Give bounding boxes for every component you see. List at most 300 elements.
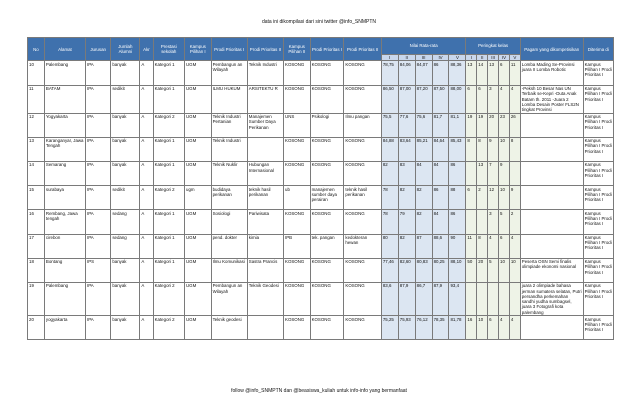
cell-jumlah-alumni: banyak (111, 162, 140, 186)
cell-nilai: 77,46 (381, 258, 398, 282)
cell-peringkat: 4 (499, 316, 510, 340)
cell-peringkat: 4 (509, 85, 520, 113)
table-row (28, 61, 614, 85)
cell-peringkat: 19 (477, 113, 488, 137)
cell-jurusan: IPA (85, 85, 110, 113)
cell-peringkat: 26 (509, 113, 520, 137)
cell-akr: A (140, 186, 153, 210)
cell-prodi-prioritas-2: Manajemen Sumber Daya Perikanan (247, 113, 283, 137)
cell-prodi-prioritas-2b: KOSONG (344, 137, 381, 161)
cell-prestasi: Kategori 2 (153, 186, 184, 210)
cell-nilai: 75,93 (398, 316, 415, 340)
cell-akr: A (140, 258, 153, 282)
peringkat-sub-3: III (488, 54, 499, 61)
header-note: data ini dikompilasi dari sini twitter @info_SNMPTN (261, 19, 376, 25)
cell-nilai: 78,35 (432, 316, 449, 340)
col-kampus-pilihan-1: Kampus Pilihan I (185, 38, 212, 61)
nilai-sub-1: I (381, 54, 398, 61)
cell-jurusan: IPS (85, 258, 110, 282)
cell-peringkat (466, 162, 477, 186)
cell-peringkat: 8 (477, 234, 488, 258)
cell-prodi-prioritas-2: Teknik Industri (247, 61, 283, 85)
cell-prodi-prioritas-2: ARSITEKTU R (247, 85, 283, 113)
cell-diterima: Kampus Pilihan I Prodi Prioritas I (583, 258, 613, 282)
cell-nilai: 87,9 (432, 282, 449, 315)
cell-prodi-prioritas-2b: KOSONG (344, 258, 381, 282)
cell-peringkat (509, 162, 520, 186)
cell-no: 18 (28, 258, 45, 282)
col-prodi-prioritas-1: Prodi Prioritas I (211, 38, 247, 61)
cell-alamat: cirebon (44, 234, 85, 258)
table-row (28, 113, 614, 137)
cell-alamat: Bontang (44, 258, 85, 282)
cell-peringkat: 4 (509, 316, 520, 340)
cell-prodi-prioritas-1: Pembangun an Wilayah (211, 282, 247, 315)
cell-nilai: 86,7 (415, 282, 432, 315)
cell-pagam (520, 316, 583, 340)
cell-prodi-prioritas-1b: KOSONG (310, 282, 344, 315)
cell-nilai: 88,10 (449, 258, 466, 282)
cell-no: 19 (28, 282, 45, 315)
table-row (28, 258, 614, 282)
cell-kampus-pilihan-2: KOSONG (284, 316, 311, 340)
cell-kampus-pilihan-2: KOSONG (284, 258, 311, 282)
nilai-sub-4: IV (432, 54, 449, 61)
cell-prodi-prioritas-1: Pembangun an Wilayah (211, 61, 247, 85)
cell-kampus-pilihan-2: KOSONG (284, 162, 311, 186)
cell-jumlah-alumni: banyak (111, 282, 140, 315)
cell-nilai: 75,6 (415, 113, 432, 137)
cell-no: 10 (28, 61, 45, 85)
cell-peringkat: 19 (466, 113, 477, 137)
cell-jumlah-alumni: sedang (111, 210, 140, 234)
cell-prestasi: Kategori 2 (153, 316, 184, 340)
cell-kampus-pilihan-2: ub (284, 186, 311, 210)
cell-kampus-pilihan-1: UGM (185, 234, 212, 258)
cell-diterima: Kampus Pilihan I Prodi Prioritas I (583, 162, 613, 186)
cell-akr: A (140, 137, 153, 161)
cell-kampus-pilihan-1: UGM (185, 210, 212, 234)
cell-kampus-pilihan-1: UGM (185, 61, 212, 85)
cell-peringkat: 14 (477, 61, 488, 85)
cell-peringkat: 4 (499, 85, 510, 113)
cell-no: 16 (28, 210, 45, 234)
cell-jumlah-alumni: banyak (111, 258, 140, 282)
cell-peringkat: 20 (488, 113, 499, 137)
cell-prodi-prioritas-1: Ilmu Komunikasi (211, 258, 247, 282)
cell-nilai: 82,60 (398, 258, 415, 282)
cell-peringkat: 6 (499, 234, 510, 258)
cell-jurusan: IPA (85, 113, 110, 137)
cell-alamat: Semarang (44, 162, 85, 186)
col-prestasi: Prestasi sekolah (153, 38, 184, 61)
cell-kampus-pilihan-2: KOSONG (284, 137, 311, 161)
cell-peringkat: 11 (509, 61, 520, 85)
nilai-sub-2: II (398, 54, 415, 61)
cell-kampus-pilihan-1: ugm (185, 186, 212, 210)
cell-peringkat: 4 (509, 234, 520, 258)
cell-alamat: Rembang, Jawa tengah (44, 210, 85, 234)
cell-nilai: 87 (415, 234, 432, 258)
cell-prodi-prioritas-1: pend. dokter (211, 234, 247, 258)
cell-nilai: 87,20 (415, 85, 432, 113)
cell-no: 14 (28, 162, 45, 186)
cell-alamat: yogyakarta (44, 316, 85, 340)
cell-kampus-pilihan-1: UGM (185, 137, 212, 161)
cell-nilai: 84,64 (432, 137, 449, 161)
cell-nilai: 86 (432, 186, 449, 210)
cell-kampus-pilihan-2: IPB (284, 234, 311, 258)
cell-nilai: 93,4 (449, 282, 466, 315)
cell-prodi-prioritas-2: Hubungan Internasional (247, 162, 283, 186)
cell-peringkat: 12 (488, 186, 499, 210)
cell-akr: A (140, 85, 153, 113)
cell-nilai: 75,5 (381, 113, 398, 137)
cell-nilai: 85,43 (449, 137, 466, 161)
cell-diterima: Kampus Pilihan I Prodi Prioritas I (583, 61, 613, 85)
cell-kampus-pilihan-1: UGM (185, 282, 212, 315)
cell-nilai: 87,9 (398, 282, 415, 315)
cell-jurusan: IPA (85, 162, 110, 186)
cell-nilai: 83,6 (381, 282, 398, 315)
cell-prodi-prioritas-2b: KOSONG (344, 162, 381, 186)
cell-jumlah-alumni: banyak (111, 316, 140, 340)
cell-nilai: 87,00 (398, 85, 415, 113)
cell-peringkat: 10 (499, 258, 510, 282)
cell-nilai: 87,50 (432, 85, 449, 113)
cell-nilai: 80 (381, 234, 398, 258)
cell-nilai: 82 (381, 162, 398, 186)
cell-prodi-prioritas-1b: KOSONG (310, 210, 344, 234)
cell-nilai: 81,1 (449, 113, 466, 137)
cell-prestasi: Kategori 1 (153, 162, 184, 186)
cell-nilai: 83 (398, 162, 415, 186)
cell-peringkat: 9 (509, 186, 520, 210)
cell-peringkat: 10 (477, 316, 488, 340)
cell-peringkat (488, 282, 499, 315)
cell-peringkat: 3 (488, 85, 499, 113)
cell-no: 15 (28, 186, 45, 210)
cell-prodi-prioritas-1: Teknik Industri Pertanian (211, 113, 247, 137)
cell-akr: A (140, 210, 153, 234)
cell-nilai: 84,88 (381, 137, 398, 161)
cell-pagam (520, 162, 583, 186)
cell-no: 11 (28, 85, 45, 113)
col-prodi-prioritas-1b: Prodi Prioritas I (310, 38, 344, 61)
cell-prodi-prioritas-2 (247, 316, 283, 340)
cell-jumlah-alumni: banyak (111, 113, 140, 137)
cell-nilai: 84,07 (415, 61, 432, 85)
cell-jurusan: IPA (85, 316, 110, 340)
cell-prodi-prioritas-2: teknik hasil perikanan (247, 186, 283, 210)
cell-prestasi: Kategori 2 (153, 113, 184, 137)
cell-pagam (520, 137, 583, 161)
table-row (28, 85, 614, 113)
cell-prodi-prioritas-1: Sosiologi (211, 210, 247, 234)
cell-prodi-prioritas-1: Teknik Industri (211, 137, 247, 161)
cell-peringkat: 13 (488, 61, 499, 85)
table-row (28, 137, 614, 161)
cell-nilai: 82 (415, 186, 432, 210)
cell-nilai: 81,7 (432, 113, 449, 137)
cell-jumlah-alumni: banyak (111, 137, 140, 161)
cell-peringkat: 16 (466, 316, 477, 340)
cell-prodi-prioritas-1b: manajemen sumber daya perairan (310, 186, 344, 210)
cell-alamat: Palembang (44, 282, 85, 315)
cell-prodi-prioritas-1b: KOSONG (310, 162, 344, 186)
cell-akr: A (140, 316, 153, 340)
cell-kampus-pilihan-2: UNS (284, 113, 311, 137)
cell-nilai: 86 (432, 61, 449, 85)
cell-peringkat: 5 (499, 210, 510, 234)
cell-pagam: juara 2 olimpiade bahasa jerman sumatera selatan, Putri persandha perkemahan sandhi yudha sumbagsel, juara 3 Fotografi kota palembang (521, 283, 582, 315)
table-row (28, 210, 614, 234)
cell-prodi-prioritas-1b: KOSONG (310, 137, 344, 161)
table-row (28, 234, 614, 258)
cell-nilai: 79 (398, 210, 415, 234)
peringkat-sub-5: V (509, 54, 520, 61)
cell-no: 13 (28, 137, 45, 161)
col-peringkat-kelas: Peringkat kelas (466, 38, 520, 55)
cell-peringkat: 10 (509, 258, 520, 282)
cell-kampus-pilihan-2: KOSONG (284, 61, 311, 85)
table-row (28, 282, 614, 315)
cell-jumlah-alumni: sedikit (111, 186, 140, 210)
cell-peringkat: 7 (488, 162, 499, 186)
cell-prodi-prioritas-1: ILMU HUKUM (211, 85, 247, 113)
cell-peringkat: 13 (477, 162, 488, 186)
cell-no: 20 (28, 316, 45, 340)
cell-prodi-prioritas-1: Teknik Nuklir (211, 162, 247, 186)
col-alamat: Alamat (44, 38, 85, 61)
cell-pagam (520, 210, 583, 234)
cell-prodi-prioritas-2b: KOSONG (344, 61, 381, 85)
cell-akr: A (140, 162, 153, 186)
cell-nilai: 80,25 (432, 258, 449, 282)
cell-nilai: 88,00 (449, 85, 466, 113)
cell-jurusan: IPA (85, 234, 110, 258)
cell-diterima: Kampus Pilihan I Prodi Prioritas I (583, 85, 613, 113)
nilai-sub-3: III (415, 54, 432, 61)
cell-peringkat: 50 (466, 258, 477, 282)
cell-akr: A (140, 113, 153, 137)
cell-diterima: Kampus Pilihan I Prodi Prioritas I (583, 113, 613, 137)
cell-prodi-prioritas-1b: tek. pangan (310, 234, 344, 258)
cell-prestasi: Kategori 1 (153, 210, 184, 234)
cell-nilai: 84 (432, 210, 449, 234)
cell-akr: A (140, 61, 153, 85)
cell-nilai: 84 (415, 162, 432, 186)
cell-peringkat: 6 (466, 186, 477, 210)
cell-prodi-prioritas-2: kimia (247, 234, 283, 258)
cell-nilai: 82 (398, 186, 415, 210)
cell-nilai: 82 (398, 234, 415, 258)
col-no: No (28, 38, 45, 61)
nilai-sub-5: V (449, 54, 466, 61)
cell-nilai: 78,75 (381, 61, 398, 85)
cell-kampus-pilihan-1: UGM (185, 316, 212, 340)
cell-prodi-prioritas-1b: KOSONG (310, 61, 344, 85)
cell-peringkat: 8 (466, 137, 477, 161)
cell-alamat: Karanganyar, Jawa Tengah (44, 137, 85, 161)
cell-nilai: 84,06 (398, 61, 415, 85)
cell-prodi-prioritas-2b: KOSONG (344, 282, 381, 315)
col-prodi-prioritas-2: Prodi Prioritas II (247, 38, 283, 61)
cell-peringkat (477, 210, 488, 234)
cell-nilai: 88,6 (432, 234, 449, 258)
cell-prodi-prioritas-1b: KOSONG (310, 316, 344, 340)
cell-peringkat (499, 282, 510, 315)
table-row (28, 316, 614, 340)
cell-akr: A (140, 234, 153, 258)
cell-peringkat: 9 (488, 137, 499, 161)
cell-prestasi: Kategori 2 (153, 282, 184, 315)
cell-nilai: 80,83 (415, 258, 432, 282)
cell-kampus-pilihan-1: UGM (185, 113, 212, 137)
col-nilai-rata-rata: Nilai Rata-rata (381, 38, 466, 55)
cell-nilai: 85,21 (415, 137, 432, 161)
footer-note: follow @info_SNMPTN dan @beasiswa_kuliah untuk info-info yang bermanfaat (231, 388, 407, 394)
cell-peringkat: 6 (499, 61, 510, 85)
cell-prodi-prioritas-1b: Psikologi (310, 113, 344, 137)
cell-nilai: 82 (415, 210, 432, 234)
table-row (28, 186, 614, 210)
peringkat-sub-4: IV (499, 54, 510, 61)
col-kampus-pilihan-2: Kampus Pilihan II (284, 38, 311, 61)
cell-nilai: 77,6 (398, 113, 415, 137)
cell-jurusan: IPA (85, 137, 110, 161)
cell-nilai: 78 (381, 210, 398, 234)
cell-peringkat: 10 (499, 137, 510, 161)
cell-peringkat: 8 (477, 137, 488, 161)
cell-peringkat: 9 (499, 162, 510, 186)
cell-nilai: 78 (381, 186, 398, 210)
cell-peringkat (509, 282, 520, 315)
cell-peringkat: 13 (466, 61, 477, 85)
cell-nilai: 86 (449, 210, 466, 234)
cell-pagam: -Peksh 10 Besar Nas UN Terbaik se-Kepri -Duta Anak Batam th. 2011 -Juara 2 Lomba Desain Poster FLS2N tingkat Provinsi (520, 85, 583, 113)
cell-peringkat: 2 (477, 186, 488, 210)
cell-akr: A (140, 282, 153, 315)
col-diterima: Diterima di (583, 38, 613, 61)
cell-jumlah-alumni: banyak (111, 61, 140, 85)
cell-nilai: 86,50 (381, 85, 398, 113)
cell-prestasi: Kategori 1 (153, 85, 184, 113)
cell-pagam (520, 186, 583, 210)
col-akr: Akr (140, 38, 153, 61)
col-pagam: Pagam yang dikompetisikan (520, 38, 583, 61)
cell-peringkat: 3 (488, 210, 499, 234)
cell-kampus-pilihan-2: KOSONG (284, 85, 311, 113)
cell-prodi-prioritas-2b: teknik hasil perikanan (344, 186, 381, 210)
cell-prestasi: Kategori 1 (153, 137, 184, 161)
cell-alamat: BATAM (44, 85, 85, 113)
cell-kampus-pilihan-1: UGM (185, 85, 212, 113)
cell-alamat: Palembang (44, 61, 85, 85)
col-jumlah-alumni: Jumlah Alumni (111, 38, 140, 61)
cell-kampus-pilihan-1: UGM (185, 258, 212, 282)
cell-peringkat: 5 (488, 258, 499, 282)
cell-kampus-pilihan-1: UGM (185, 162, 212, 186)
cell-peringkat: 23 (499, 113, 510, 137)
cell-nilai: 90 (449, 234, 466, 258)
cell-prodi-prioritas-2b: KOSONG (344, 210, 381, 234)
cell-peringkat (466, 282, 477, 315)
cell-jumlah-alumni: sedikit (111, 85, 140, 113)
cell-prodi-prioritas-1b: KOSONG (310, 85, 344, 113)
cell-peringkat: 11 (466, 234, 477, 258)
cell-diterima: Kampus Pilihan I Prodi Prioritas I (583, 186, 613, 210)
cell-peringkat: 6 (466, 85, 477, 113)
col-jurusan: Jurusan (85, 38, 110, 61)
cell-jurusan: IPA (85, 61, 110, 85)
cell-jurusan: IPA (85, 282, 110, 315)
peringkat-sub-2: II (477, 54, 488, 61)
cell-prodi-prioritas-2b: KOSONG (344, 316, 381, 340)
cell-nilai: 81,78 (449, 316, 466, 340)
cell-no: 12 (28, 113, 45, 137)
cell-diterima: Kampus Pilihan I Prodi Prioritas I (583, 137, 613, 161)
cell-prestasi: Kategori 1 (153, 258, 184, 282)
cell-pagam (520, 234, 583, 258)
cell-nilai: 88,36 (449, 61, 466, 85)
cell-nilai: 86 (449, 162, 466, 186)
cell-prodi-prioritas-2 (247, 137, 283, 161)
cell-prestasi: Kategori 1 (153, 234, 184, 258)
cell-prodi-prioritas-1: Teknik geodesi (211, 316, 247, 340)
cell-peringkat (466, 210, 477, 234)
cell-pagam: Lomba Mading Se-Provinsi juara II Lomba Robotic (520, 61, 583, 85)
cell-prodi-prioritas-2: Teknik Geodesi (247, 282, 283, 315)
cell-nilai: 76,12 (415, 316, 432, 340)
cell-peringkat: 6 (477, 85, 488, 113)
school-data-table (27, 37, 614, 340)
cell-alamat: Yogyakarta (44, 113, 85, 137)
cell-peringkat: 8 (509, 137, 520, 161)
cell-prodi-prioritas-2b: Ilmu pangan (344, 113, 381, 137)
cell-jurusan: IPA (85, 210, 110, 234)
cell-nilai: 75,25 (381, 316, 398, 340)
cell-prodi-prioritas-2b: kedokteran hewan (344, 234, 381, 258)
cell-prodi-prioritas-2: Pariwisata (247, 210, 283, 234)
cell-no: 17 (28, 234, 45, 258)
cell-peringkat: 20 (477, 258, 488, 282)
cell-peringkat: 10 (499, 186, 510, 210)
cell-diterima: Kampus Pilihan I Prodi Prioritas I (583, 316, 613, 340)
cell-nilai: 88 (449, 186, 466, 210)
cell-peringkat (477, 282, 488, 315)
cell-kampus-pilihan-2: KOSONG (284, 210, 311, 234)
cell-pagam: Peserta OSN Semi finalis olimpiade ekonomi nasional (520, 258, 583, 282)
cell-prodi-prioritas-1: budidaya perikanan (211, 186, 247, 210)
cell-peringkat: 6 (488, 316, 499, 340)
cell-peringkat: 2 (509, 210, 520, 234)
peringkat-sub-1: I (466, 54, 477, 61)
cell-jurusan: IPA (85, 186, 110, 210)
cell-diterima: Kampus Pilihan I Prodi Prioritas I (583, 234, 613, 258)
col-prodi-prioritas-2b: Prodi Prioritas II (344, 38, 381, 61)
table-row (28, 162, 614, 186)
cell-prodi-prioritas-1b: KOSONG (310, 258, 344, 282)
cell-nilai: 83,64 (398, 137, 415, 161)
cell-alamat: surabaya (44, 186, 85, 210)
cell-kampus-pilihan-2: KOSONG (284, 282, 311, 315)
cell-prodi-prioritas-2b: KOSONG (344, 85, 381, 113)
cell-peringkat: 4 (488, 234, 499, 258)
cell-nilai: 84 (432, 162, 449, 186)
cell-pagam (520, 113, 583, 137)
cell-jumlah-alumni: sedang (111, 234, 140, 258)
